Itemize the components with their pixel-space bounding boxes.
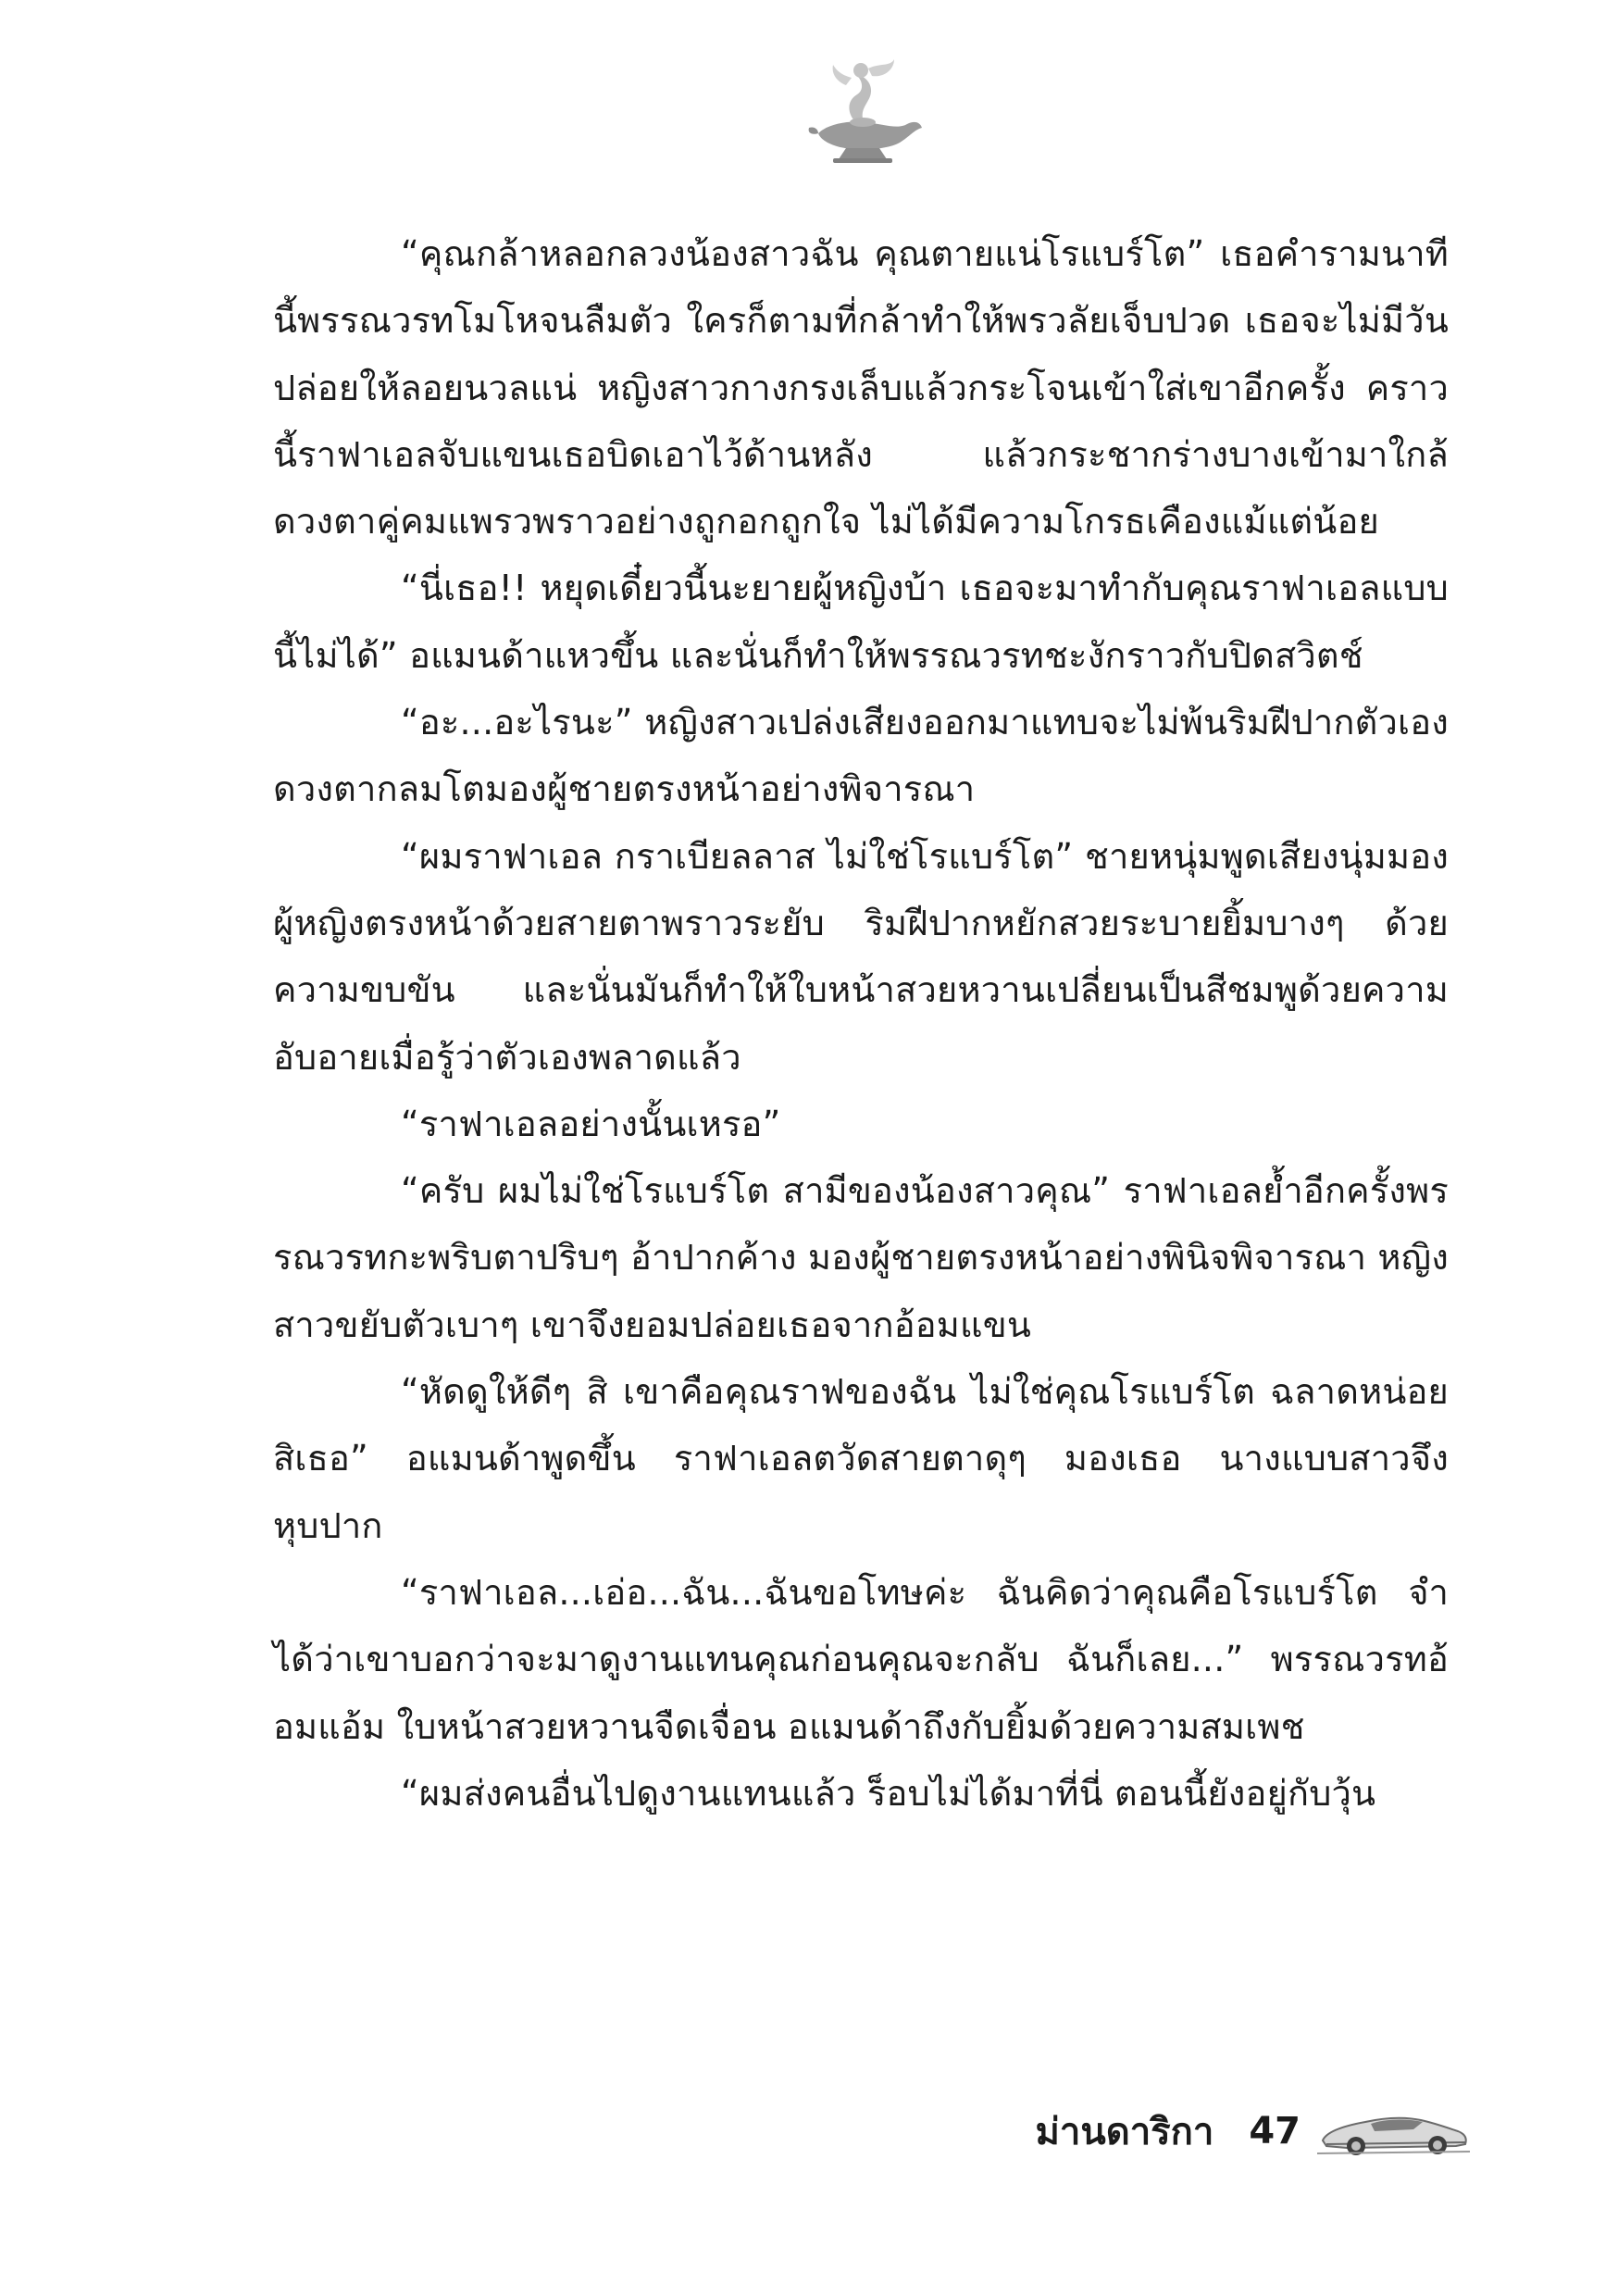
sports-car-icon: [1317, 2103, 1470, 2159]
page-footer: [1036, 2094, 1470, 2168]
paragraph-1: “คุณกล้าหลอกลวงน้องสาวฉัน คุณตายแน่โรแบร์โต” เธอคำรามนาทีนี้พรรณวรทโมโหจนลืมตัว ใครก็ตามที่กล้าทำให้พรวลัยเจ็บปวด เธอจะไม่มีวันปล่อยให้ลอยนวลแน่ หญิงสาวกางกรงเล็บแล้วกระโจนเข้าใส่เขาอีกครั้ง คราวนี้ราฟาเอลจับแขนเธอบิดเอาไว้ด้านหลัง แล้วกระชากร่างบางเข้ามาใกล้ ดวงตาคู่คมแพรวพราวอย่างถูกอกถูกใจ ไม่ได้มีความโกรธเคืองแม้แต่น้อย: [273, 233, 1449, 543]
paragraph-2: “นี่เธอ!! หยุดเดี๋ยวนี้นะยายผู้หญิงบ้า เธอจะมาทำกับคุณราฟาเอลแบบนี้ไม่ได้” อแมนด้าแหวขึ้น และนั่นก็ทำให้พรรณวรทชะงักราวกับปิดสวิตช์: [273, 568, 1449, 676]
paragraph-5: “ราฟาเอลอย่างนั้นเหรอ”: [401, 1103, 781, 1144]
author-name: ม่านดาริกา: [1035, 2111, 1214, 2153]
chapter-body-text: [273, 220, 1449, 1827]
paragraph-9: “ผมส่งคนอื่นไปดูงานแทนแล้ว ร็อบไม่ได้มาที่นี่ ตอนนี้ยังอยู่กับวุ้น: [401, 1772, 1376, 1814]
lamp-genie-ornament-icon: [790, 57, 929, 168]
paragraph-6: “ครับ ผมไม่ใช่โรแบร์โต สามีของน้องสาวคุณ” ราฟาเอลย้ำอีกครั้งพรรณวรทกะพริบตาปริบๆ อ้าปากค้าง มองผู้ชายตรงหน้าอย่างพินิจพิจารณา หญิงสาวขยับตัวเบาๆ เขาจึงยอมปล่อยเธอจากอ้อมแขน: [273, 1170, 1449, 1345]
paragraph-7: “หัดดูให้ดีๆ สิ เขาคือคุณราฟของฉัน ไม่ใช่คุณโรแบร์โต ฉลาดหน่อยสิเธอ” อแมนด้าพูดขึ้น ราฟาเอลตวัดสายตาดุๆ มองเธอ นางแบบสาวจึงหุบปาก: [273, 1371, 1449, 1546]
paragraph-3: “อะ...อะไรนะ” หญิงสาวเปล่งเสียงออกมาแทบจะไม่พ้นริมฝีปากตัวเอง ดวงตากลมโตมองผู้ชายตรงหน้าอย่างพิจารณา: [273, 702, 1449, 810]
page-number: 47: [1249, 2110, 1301, 2152]
paragraph-8: “ราฟาเอล...เอ่อ...ฉัน...ฉันขอโทษค่ะ ฉันคิดว่าคุณคือโรแบร์โต จำได้ว่าเขาบอกว่าจะมาดูงานแทนคุณก่อนคุณจะกลับ ฉันก็เลย...” พรรณวรทอ้อมแอ้ม ใบหน้าสวยหวานจืดเจื่อน อแมนด้าถึงกับยิ้มด้วยความสมเพช: [273, 1571, 1449, 1747]
paragraph-4: “ผมราฟาเอล กราเบียลลาส ไม่ใช่โรแบร์โต” ชายหนุ่มพูดเสียงนุ่มมองผู้หญิงตรงหน้าด้วยสายตาพราวระยับ ริมฝีปากหยักสวยระบายยิ้มบางๆ ด้วยความขบขัน และนั่นมันก็ทำให้ใบหน้าสวยหวานเปลี่ยนเป็นสีชมพูด้วยความอับอายเมื่อรู้ว่าตัวเองพลาดแล้ว: [273, 835, 1449, 1078]
